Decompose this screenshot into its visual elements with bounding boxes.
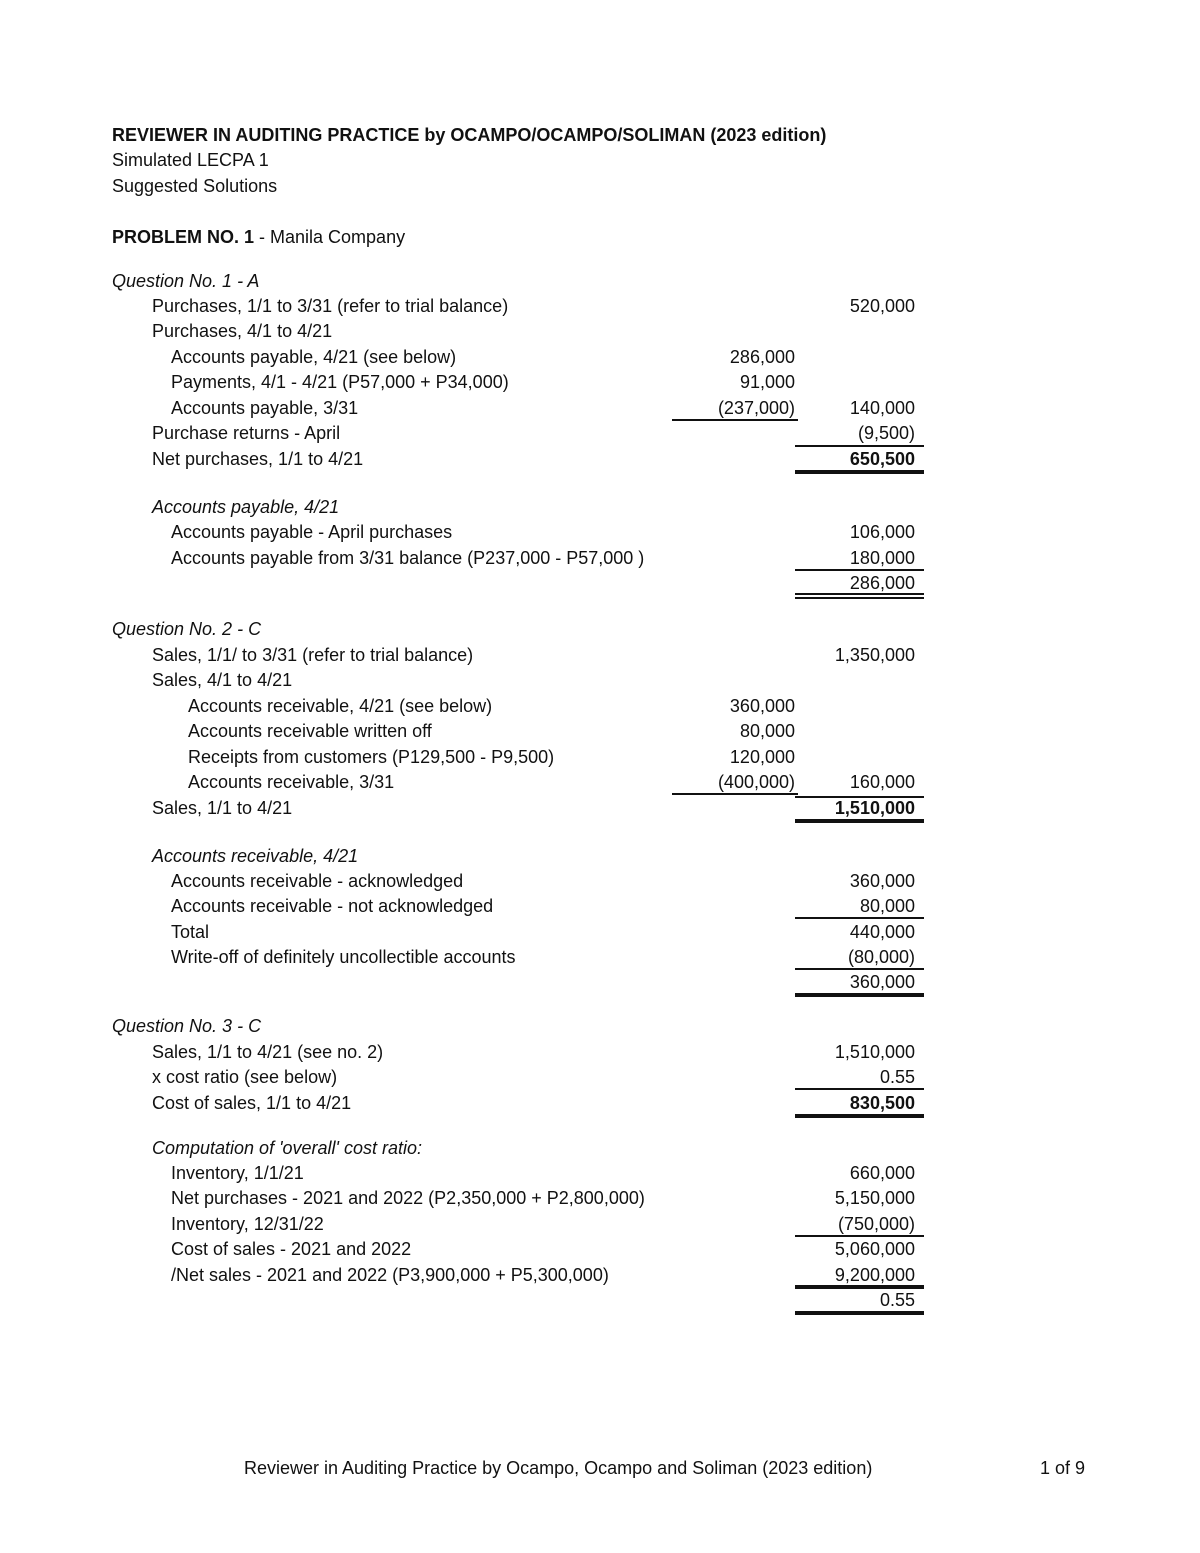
question-1-heading: Question No. 1 - A [112,271,260,291]
q3-total-amount: 830,500 [849,1093,915,1113]
q3-sub-row-amount: 9,200,000 [834,1265,915,1285]
double-underline-bottom [795,597,924,599]
q2-row-label: Accounts receivable, 4/21 (see below) [188,696,493,716]
q1-sub-row-amount: 180,000 [849,548,915,568]
problem-label: PROBLEM NO. 1 [112,227,255,247]
q1-row-label: Payments, 4/1 - 4/21 (P57,000 + P34,000) [171,372,509,392]
q1-sub-total-amount: 286,000 [849,573,915,593]
q2-sub-row-amount: 360,000 [849,871,915,891]
footer-text: Reviewer in Auditing Practice by Ocampo, Ocampo and Soliman (2023 edition) [244,1458,873,1478]
q1-row-amount: (9,500) [857,423,915,443]
q3-row-amount: 0.55 [879,1067,915,1087]
double-underline-top [795,593,924,595]
q2-row-label: Sales, 1/1/ to 3/31 (refer to trial balance) [152,645,474,665]
q1-row-amount: 140,000 [849,398,915,418]
q1-total-amount: 650,500 [849,449,915,469]
double-underline [795,1114,924,1118]
q3-sub-row-amount: 660,000 [849,1163,915,1183]
q1-sub-row-label: Accounts payable from 3/31 balance (P237,000 - P57,000 ) [171,548,645,568]
q3-row-label: x cost ratio (see below) [152,1067,338,1087]
q2-row-amount: 160,000 [849,772,915,792]
q1-row-subamount: 286,000 [729,347,795,367]
q3-sub-row-amount: (750,000) [837,1214,915,1234]
underline [795,1235,924,1237]
underline [795,796,924,798]
q2-row-subamount: 80,000 [739,721,795,741]
q1-row-subamount: 91,000 [739,372,795,392]
q2-row-label: Receipts from customers (P129,500 - P9,500) [188,747,555,767]
question-3-heading: Question No. 3 - C [112,1016,262,1036]
double-underline [795,819,924,823]
document-subtitle: Simulated LECPA 1 [112,150,269,170]
q3-sub-row-amount: 5,150,000 [834,1188,915,1208]
underline [795,445,924,447]
q3-row-amount: 1,510,000 [834,1042,915,1062]
q2-sub-row-label: Total [171,922,210,942]
double-underline [795,993,924,997]
q1-row-label: Purchases, 4/1 to 4/21 [152,321,333,341]
q3-row-label: Cost of sales, 1/1 to 4/21 [152,1093,352,1113]
q2-sub-row-amount: 440,000 [849,922,915,942]
q2-row-amount: 1,350,000 [834,645,915,665]
q1-row-label: Net purchases, 1/1 to 4/21 [152,449,364,469]
q2-row-subamount: 120,000 [729,747,795,767]
problem-heading [112,226,405,248]
q3-sub-heading: Computation of 'overall' cost ratio: [152,1138,422,1158]
q2-sub-row-amount: (80,000) [847,947,915,967]
q1-row-label: Accounts payable, 3/31 [171,398,359,418]
q2-sub-row-label: Write-off of definitely uncollectible accounts [171,947,516,967]
q1-sub-heading: Accounts payable, 4/21 [152,497,340,517]
q3-row-label: Sales, 1/1 to 4/21 (see no. 2) [152,1042,384,1062]
underline [795,1088,924,1090]
q3-sub-row-label: Inventory, 1/1/21 [171,1163,304,1183]
q1-row-amount: 520,000 [849,296,915,316]
q2-row-label: Accounts receivable written off [188,721,432,741]
q3-cost-ratio: 0.55 [879,1290,915,1310]
q3-sub-row-label: Cost of sales - 2021 and 2022 [171,1239,412,1259]
q3-sub-row-label: Net purchases - 2021 and 2022 (P2,350,000 + P2,800,000) [171,1188,645,1208]
question-2-heading: Question No. 2 - C [112,619,262,639]
document-title: REVIEWER IN AUDITING PRACTICE by OCAMPO/OCAMPO/SOLIMAN (2023 edition) [112,125,827,145]
q1-row-subamount: (237,000) [717,398,795,418]
q1-row-label: Accounts payable, 4/21 (see below) [171,347,457,367]
document-subtitle-2: Suggested Solutions [112,176,278,196]
double-underline [795,470,924,474]
q3-sub-row-label: Inventory, 12/31/22 [171,1214,324,1234]
page-number: 1 of 9 [1040,1458,1086,1478]
q2-row-label: Sales, 4/1 to 4/21 [152,670,293,690]
q1-sub-row-label: Accounts payable - April purchases [171,522,453,542]
q2-sub-row-label: Accounts receivable - not acknowledged [171,896,494,916]
underline [672,793,798,795]
q3-sub-row-label: /Net sales - 2021 and 2022 (P3,900,000 + P5,300,000) [171,1265,609,1285]
underline [795,968,924,970]
q2-row-label: Accounts receivable, 3/31 [188,772,395,792]
q2-sub-heading: Accounts receivable, 4/21 [152,846,359,866]
underline [795,569,924,571]
double-underline [795,1311,924,1315]
q2-sub-total-amount: 360,000 [849,972,915,992]
q2-row-subamount: (400,000) [717,772,795,792]
q2-sub-row-label: Accounts receivable - acknowledged [171,871,464,891]
q2-sub-row-amount: 80,000 [859,896,915,916]
q3-sub-row-amount: 5,060,000 [834,1239,915,1259]
q2-row-subamount: 360,000 [729,696,795,716]
problem-name: - Manila Company [254,227,406,247]
q1-row-label: Purchase returns - April [152,423,341,443]
q2-row-label: Sales, 1/1 to 4/21 [152,798,293,818]
underline [672,419,798,421]
q1-row-label: Purchases, 1/1 to 3/31 (refer to trial balance) [152,296,509,316]
q1-sub-row-amount: 106,000 [849,522,915,542]
underline [795,917,924,919]
q2-total-amount: 1,510,000 [834,798,915,818]
